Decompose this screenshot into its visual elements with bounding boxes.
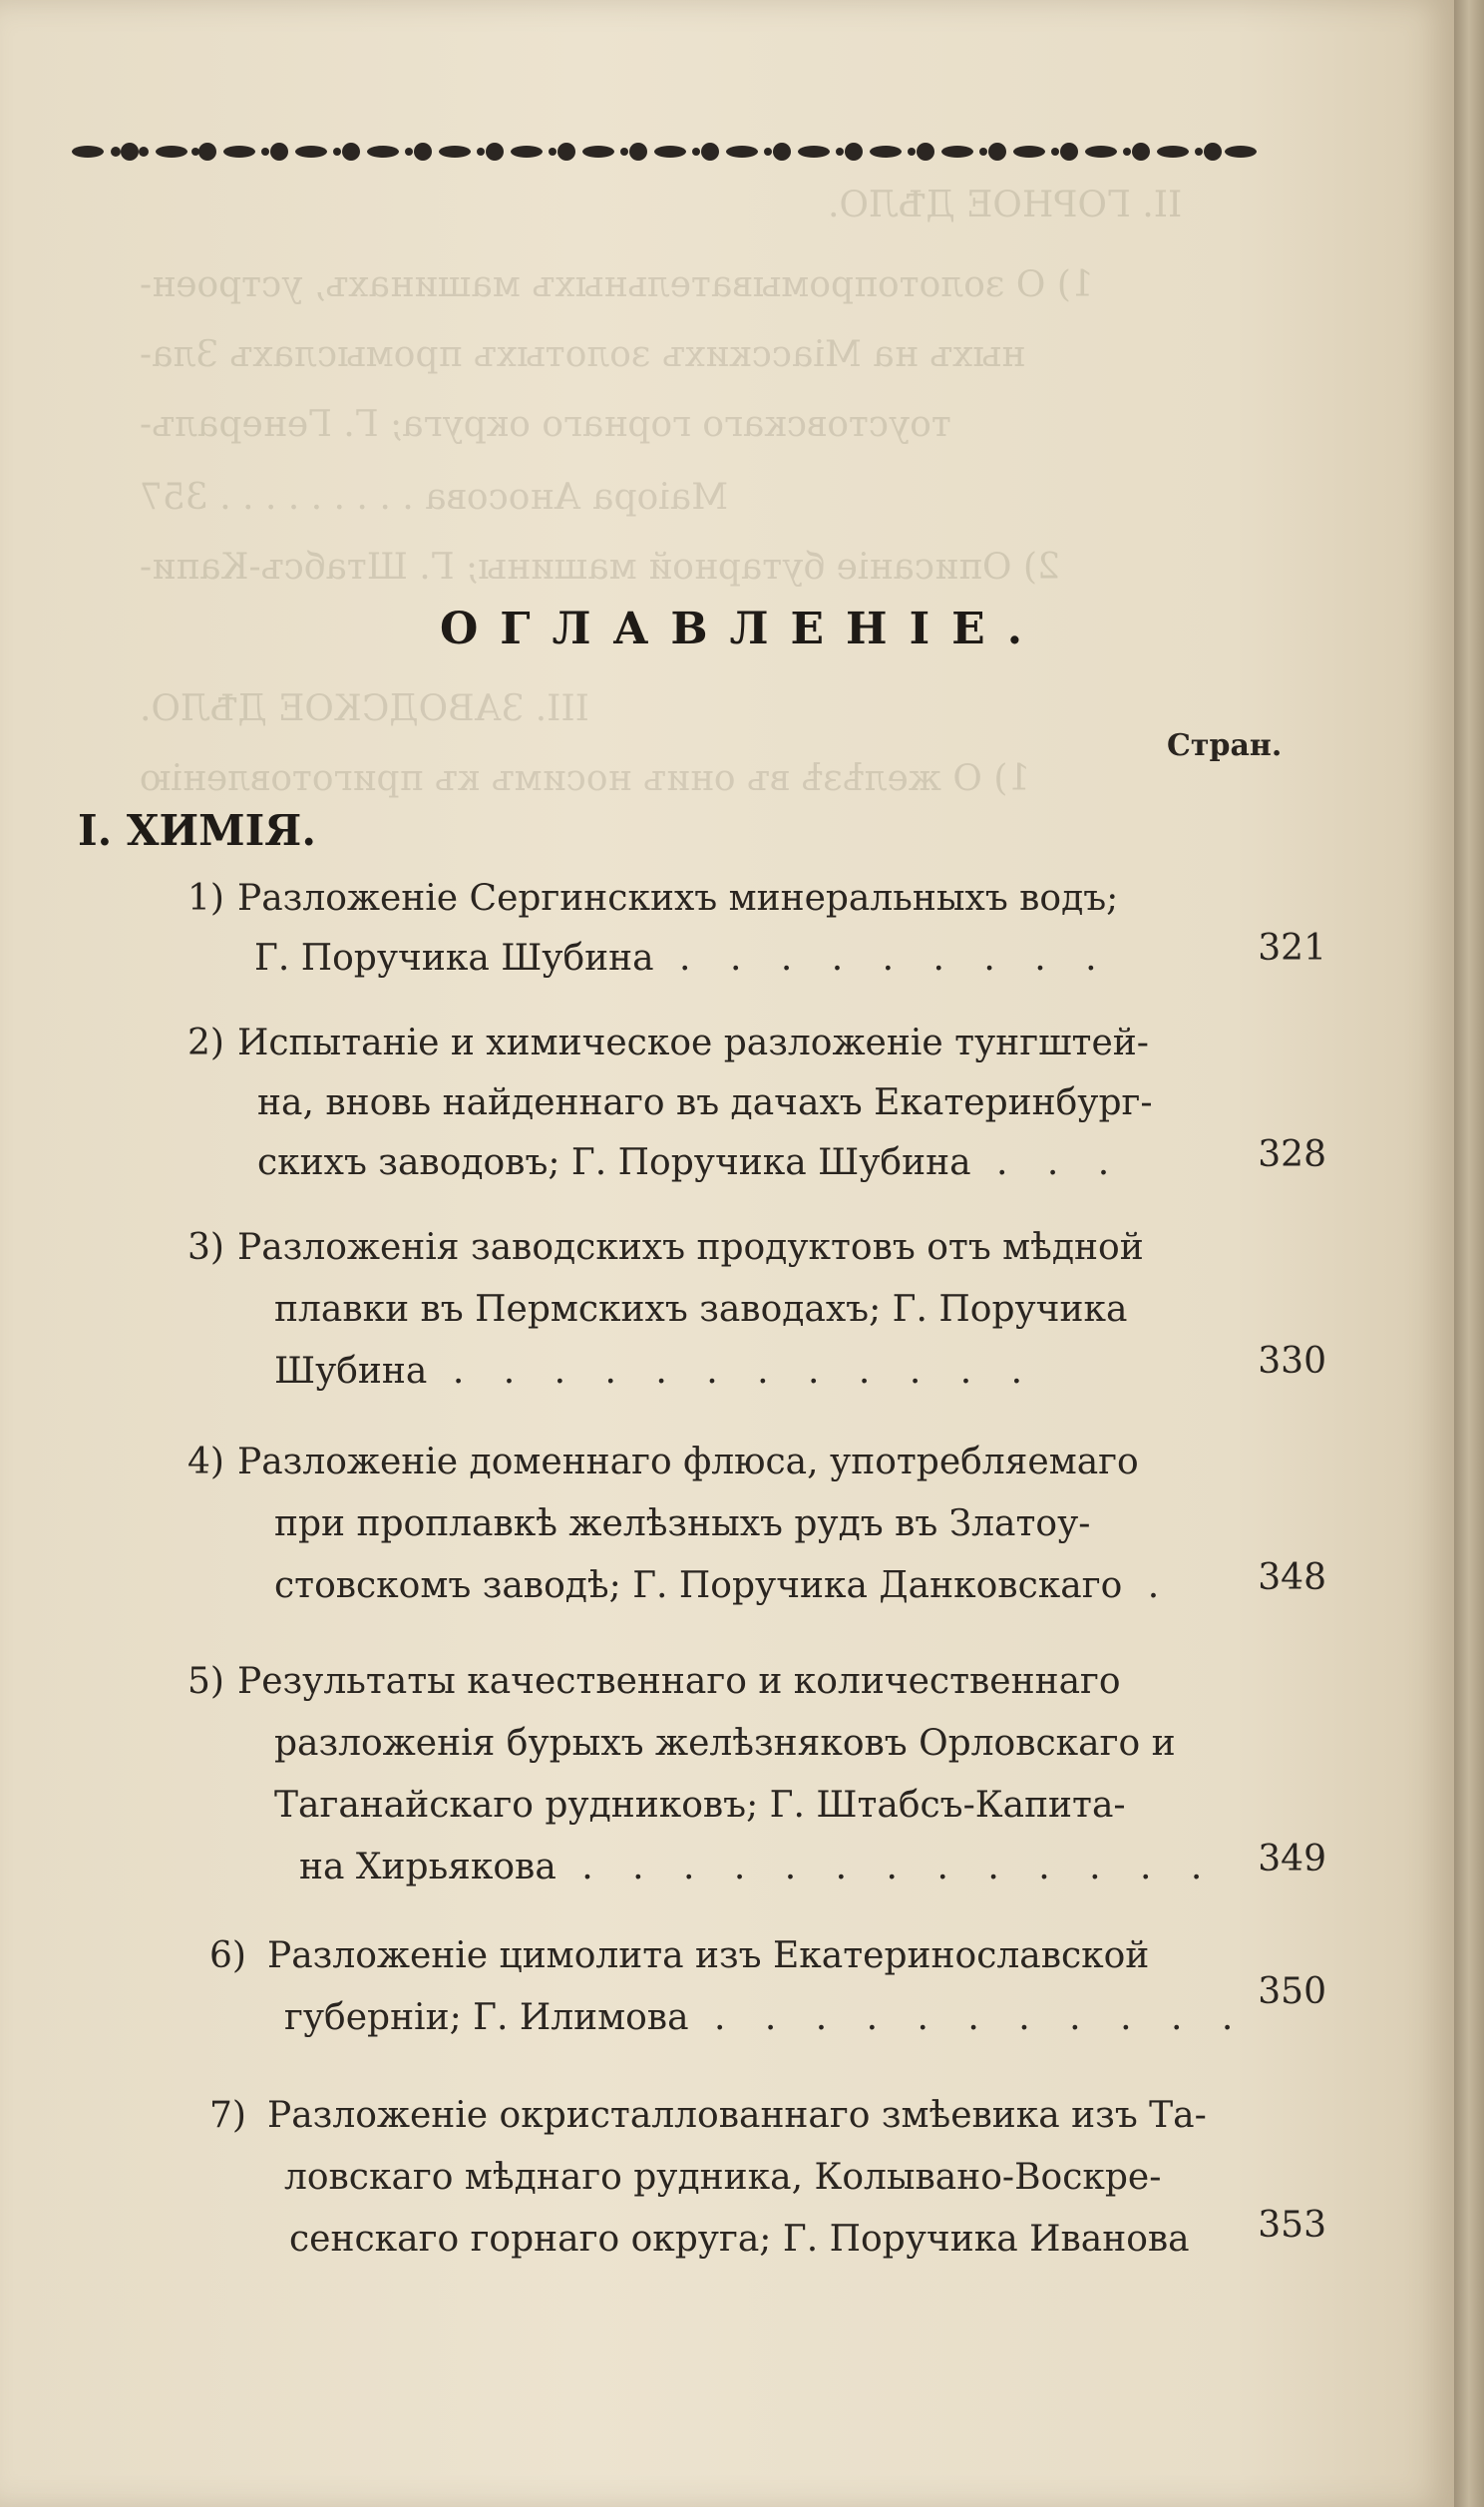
page-edge [1454, 0, 1484, 2507]
entry-line: Результаты качественнаго и количественнаго [237, 1661, 1121, 1702]
entry-number: 7) [209, 2095, 246, 2136]
entry-line: на Хирьякова . . . . . . . . . . . . . [299, 1847, 1217, 1887]
entry-line: Испытаніе и химическое разложеніе тунгштей- [237, 1023, 1149, 1063]
entry-line: Таганайскаго рудниковъ; Г. Штабсъ-Капита- [274, 1785, 1126, 1826]
page-column-label: Стран. [1167, 728, 1283, 763]
entry-page-number: 330 [1258, 1341, 1326, 1382]
ornament-band [68, 132, 1260, 172]
entry-number: 1) [187, 878, 224, 919]
section-heading: I. ХИМІЯ. [78, 806, 316, 855]
entry-line: Разложеніе окристаллованнаго змѣевика изъ Та- [267, 2095, 1207, 2136]
entry-line: на, вновь найденнаго въ дачахъ Екатеринбург- [257, 1082, 1153, 1123]
entry-line: губерніи; Г. Илимова . . . . . . . . . . . [284, 1997, 1248, 2038]
entry-line: Шубина . . . . . . . . . . . . [274, 1351, 1037, 1392]
entry-line: стовскомъ заводѣ; Г. Поручика Данковскаго . [274, 1565, 1174, 1606]
entry-page-number: 350 [1258, 1971, 1326, 2012]
entry-number: 6) [209, 1935, 246, 1976]
entry-page-number: 353 [1258, 2205, 1326, 2246]
book-page: II. ГОРНОЕ ДѢЛО. 1) О золотопромывательныхъ машинахъ, устроен- ныхъ на Міасскихъ золотыхъ промыслахъ Зла- тоустовскаго горнаго округа; Г. Генералъ- Маіора Аносова . . . . . . . . . 357 2) Описаніе бутарной машины; Г. Штабсъ-Капи- III. ЗАВОДСКОЕ ДѢЛО. 1) О желѣзѣ въ ониъ носимъ къ приготовленію ОГЛАВЛЕНІЕ. Стран. I. ХИМІЯ. 1) Разложеніе Сергинскихъ минеральныхъ водъ; Г. Поручика Шубина . . . . . . . . . 321 2) Испытаніе и химическое разложеніе тунгштей- на, вновь найденнаго въ дачахъ Екатеринбург- скихъ заводовъ; Г. Поручика Шубина . . . 328 3) Разложенія заводскихъ продуктовъ отъ мѣдной плавки въ Пермскихъ заводахъ; Г. Поручика Шубина . . . . . . . . . . . . 330 4) Разложеніе доменнаго флюса, употребляемаго при проплавкѣ желѣзныхъ рудъ въ Златоу- стовскомъ заводѣ; Г. Поручика Данковскаго . 348 5) Результаты качественнаго и количественнаго разложенія бурыхъ желѣзняковъ Орловскаго и Таганайскаго рудниковъ; Г. Штабсъ-Капита- на Хирьякова . . . . . . . . . . . . . 349 6) Разложеніе цимолита изъ Екатеринославской губерніи; Г. Илимова . . . . . . . . . . . 350 7) Разложеніе окристаллованнаго змѣевика изъ Та- ловскаго мѣднаго рудника, Колывано-Воскре- сенскаго горнаго округа; Г. Поручика Иванова 353 [0, 0, 1454, 2507]
entry-page-number: 348 [1258, 1557, 1326, 1598]
entry-line: разложенія бурыхъ желѣзняковъ Орловскаго и [274, 1723, 1176, 1764]
entry-line: ловскаго мѣднаго рудника, Колывано-Воскре- [284, 2157, 1162, 2198]
entry-line: Разложеніе Сергинскихъ минеральныхъ водъ; [237, 878, 1119, 919]
entry-page-number: 349 [1258, 1839, 1326, 1880]
entry-line: сенскаго горнаго округа; Г. Поручика Иванова [289, 2219, 1190, 2260]
entry-line: скихъ заводовъ; Г. Поручика Шубина . . . [257, 1142, 1124, 1183]
entry-line: при проплавкѣ желѣзныхъ рудъ въ Златоу- [274, 1503, 1091, 1544]
entry-number: 3) [187, 1227, 224, 1268]
entry-line: плавки въ Пермскихъ заводахъ; Г. Поручика [274, 1289, 1128, 1330]
entry-number: 2) [187, 1023, 224, 1063]
entry-line: Г. Поручика Шубина . . . . . . . . . [254, 938, 1111, 979]
entry-number: 5) [187, 1661, 224, 1702]
entry-line: Разложеніе цимолита изъ Екатеринославской [267, 1935, 1150, 1976]
entry-line: Разложенія заводскихъ продуктовъ отъ мѣдной [237, 1227, 1144, 1268]
entry-page-number: 321 [1258, 928, 1326, 969]
entry-number: 4) [187, 1442, 224, 1482]
entry-line: Разложеніе доменнаго флюса, употребляемаго [237, 1442, 1139, 1482]
page-title: ОГЛАВЛЕНІЕ. [439, 604, 1045, 654]
entry-page-number: 328 [1258, 1134, 1326, 1175]
